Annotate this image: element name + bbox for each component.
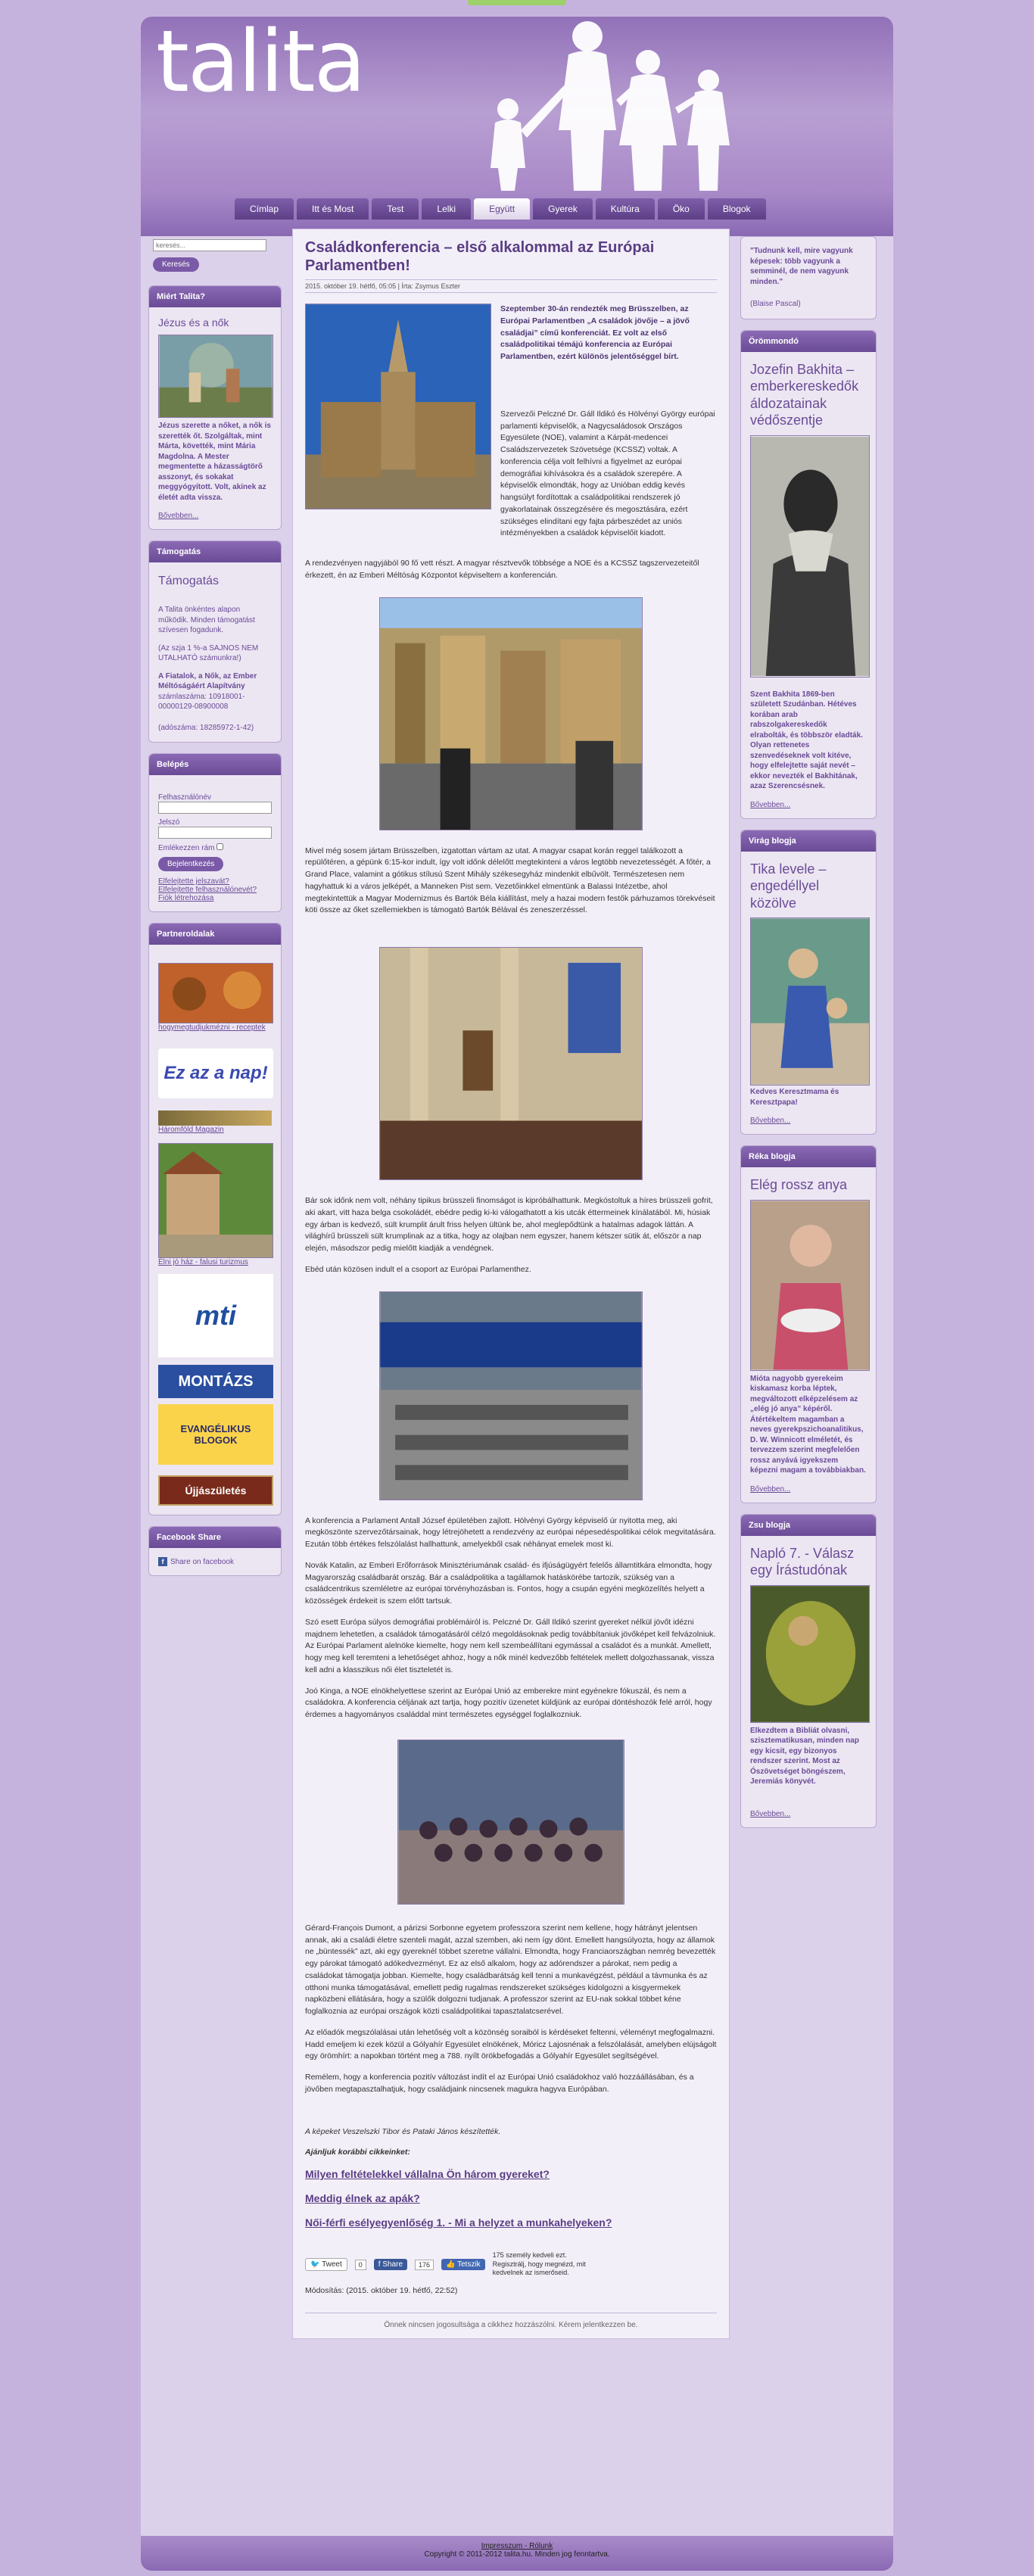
photo-credit: A képeket Veszelszki Tibor és Pataki János készítették. [305, 2126, 501, 2136]
related-article-3[interactable]: Női-férfi esélyegyenlőség 1. - Mi a helyzet a munkahelyeken? [305, 2216, 612, 2229]
quote-box [740, 236, 877, 319]
support-text-3: A Fiatalok, a Nők, az Ember Méltóságáért Alapítvány [158, 671, 257, 690]
article-paragraph-3: Mivel még sosem jártam Brüsszelben, izgatottan vártam az utat. A magyar csapat korán reggel találkozott a repülőtéren, a gépünk 6:15-kor indult, így volt időnk délelőtt megtekinteni a város legtöbb nevezetességét. A főtér, a Grand Place, valamint a gótikus stílusú Szent Mihály székesegyház mindenkit elbűvölt. Természetesen nem hagyhattuk ki a város jelképét, a Manneken Pist sem. Vezetőinkkel elmentünk a Balassi Intézetbe, ahol megtekintettük a Magyar Modernizmus és Bartók Béla kiállítást, mely a hazai modern festők párhuzamos törekvéseit köti össze az őket szellemiekben is támogató Bartók Bélával és zeneszerzéssel. [305, 846, 715, 915]
partners-header: Partneroldalak [149, 924, 281, 945]
forgot-password-link[interactable]: Elfelejtette jelszavát? [158, 877, 229, 886]
article-paragraph-2: A rendezvényen nagyjából 90 fő vett részt. A magyar résztvevők többsége a NOE és a KCSSZ tagszervezeteitől érkezett, én az Emberi Méltóság Központot képviseltem a konferencián. [305, 559, 699, 580]
top-tab-accent [468, 0, 566, 5]
article [292, 229, 730, 2339]
site-header [141, 17, 893, 191]
partner-montazs-logo[interactable]: MONTÁZS [158, 1365, 273, 1398]
tweet-label: Tweet [322, 2260, 342, 2269]
article-paragraph-10: Gérard-François Dumont, a párizsi Sorbonne egyetem professzora szerint nem kellene, hogy hátrányt jelentsen annak, aki a családi életre szenteli magát, azzal szemben, aki nem így dönt. Emellett hangsúlyozta, hogy az államok ne „büntessék” azt, aki egy gyereknél többet szeretne vállalni. Elmondta, hogy Franciaországban nemrég bevezették egy párokat támogató adókedvezményt. Ez az első alkalom, hogy az adórendszer a párokat, nem pedig a családokat támogatja jobban. Kiemelte, hogy családbarátság kell tenni a munkavégzést, például a távmunka és az otthoni munka támogatásával, emellett pedig rugalmas rendszereket szükséges kidolgozni a kisgyermekek napközbeni ellátására, hogy a szülők dolgozni tudjanak. A professzor szerint az EU-nak sokkal többet kéne foglalkoznia az európai országok közti családpolitikai tapasztalatcserével. [305, 1923, 716, 2016]
virag-blog-text: Kedves Keresztmama és Keresztpapa! [750, 1088, 839, 1107]
quote-text: "Tudnunk kell, mire vagyunk képesek: több vagyunk a semminél, de nem vagyunk minden." [750, 247, 853, 286]
forgot-username-link[interactable]: Elfelejtette felhasználónevét? [158, 886, 257, 894]
username-field[interactable] [158, 802, 272, 814]
article-paragraph-8: Szó esett Európa súlyos demográfiai problémáiról is. Pelczné Dr. Gáll Ildikó szerint gyereket nélkül jövőt idézni majdnem lehetetlen, a családok támogatásáról célzó megoldásoknak pedig továbbítaniuk jövőképet kell felvázolniuk. Az Európai Parlament alelnöke kiemelte, hogy nem kell szembeállítani egymással a családot és a munkát. Amellett, hogy meg kell teremteni a lehetőséget ahhoz, hogy a nők minél kedvezőbb feltételek mellett dolgozhassanak, vissza kell adni a klasszikus női élet tiszteletét is. [305, 1617, 716, 1674]
support-account: számlaszáma: 10918001-00000129-08900008 [158, 692, 245, 711]
reka-blog-header: Réka blogja [741, 1146, 876, 1167]
support-text-2: (Az szja 1 %-a SAJNOS NEM UTALHATÓ számunkra!) [158, 643, 259, 662]
menu-item-4[interactable]: Együtt [474, 198, 530, 220]
partner-ujjaszuletes-logo[interactable]: Újjászületés [158, 1475, 273, 1506]
brussels-square-photo [379, 597, 643, 830]
zsu-blog-header: Zsu blogja [741, 1515, 876, 1536]
article-paragraph-9: Joó Kinga, a NOE elnökhelyettese szerint az Európai Unió az emberekre mint egyénekre fókuszál, és nem a családokra. A konferencia céljának azt tartja, hogy pozitív üzenetet küldjünk az európai döntéshozók felé arról, hogy érdemes a hagyományos családdal mint természetes egységgel foglalkozniuk. [305, 1686, 712, 1719]
menu-item-5[interactable]: Gyerek [533, 198, 593, 220]
partner-house-image [158, 1143, 273, 1258]
thumbs-up-icon: 👍 [446, 2260, 456, 2269]
footer-links[interactable]: Impresszum - Rólunk [481, 2542, 553, 2550]
reka-blog-title[interactable]: Elég rossz anya [750, 1177, 848, 1192]
family-silhouette-icon [436, 17, 845, 191]
tweet-count: 0 [355, 2260, 366, 2270]
facebook-header: Facebook Share [149, 1527, 281, 1548]
likes-text: 175 személy kedveli ezt. Regisztrálj, hogy megnézd, mit kedvelnek az ismerőseid. [492, 2251, 586, 2277]
partner-recipes[interactable] [158, 963, 272, 1032]
remember-checkbox[interactable] [216, 843, 223, 850]
facebook-box [148, 1526, 282, 1576]
support-title: Támogatás [158, 575, 220, 587]
site-footer [141, 2536, 893, 2571]
reka-blog-more-link[interactable]: Bővebben... [750, 1484, 791, 1494]
article-lead: Szeptember 30-án rendezték meg Brüsszelben, az Európai Parlamentben „A családok jövője – a jövő családjai” című konferenciát. Ez volt az első családpolitikai témájú konferencia az Európai Parlamentben, ezért különös jelentőséggel bírt. [500, 304, 690, 361]
search-button[interactable]: Keresés [153, 257, 199, 272]
zsu-blog-box [740, 1514, 877, 1828]
virag-blog-title[interactable]: Tika levele – engedéllyel közölve [750, 861, 827, 911]
login-button[interactable]: Bejelentkezés [158, 857, 223, 871]
why-talita-box [148, 285, 282, 530]
facebook-share-link[interactable]: Share on facebook [170, 1557, 234, 1566]
menu-item-2[interactable]: Test [372, 198, 419, 220]
twitter-icon: 🐦 [310, 2260, 320, 2269]
reka-blog-text: Mióta nagyobb gyerekeim kiskamasz korba léptek, megváltozott elképzelésem az „elég jó anya” képéről. Átértékeltem magamban a neves gyerekpszichoanalitikus, D. W. Winnicott elméletét, és tervezzem szerint megfelelően rossz anyává igyekszem képezni magam a továbbiakban. [750, 1374, 866, 1475]
zsu-blog-title[interactable]: Napló 7. - Válasz egy Írástudónak [750, 1545, 855, 1578]
article-intro [305, 304, 717, 549]
partner-house-link[interactable]: Élni jó ház - falusi turizmus [158, 1258, 248, 1266]
tweet-button[interactable] [305, 2258, 347, 2271]
search-box [148, 236, 282, 275]
article-paragraph-1: Szervezői Pelczné Dr. Gáll Ildikó és Hölvényi György európai parlamenti képviselők, a Nagycsaládosok Országos Egyesülete (NOE), valamint a Kárpát-medencei Családszervezetek Szövetsége (KCSSZ) voltak. A konferencia célja volt felhívni a figyelmet az európai demográfiai kihívásokra és a családok szerepére. A képviselők elmondták, hogy az Unióban eddig kevés hangsúlyt fordítottak a családpolitikai rendszerek jó gyakorlatainak összegzésére és megosztására, ezért szükséges elindítani egy fajta párbeszédet az uniós intézményekben a családok képviselőit kiadott. [500, 409, 715, 538]
joy-title[interactable]: Jozefin Bakhita – emberkereskedők áldozatainak védőszentje [750, 361, 859, 428]
fb-share-count: 176 [415, 2260, 434, 2270]
virag-blog-more-link[interactable]: Bővebben... [750, 1117, 791, 1125]
mother-child-image [750, 917, 870, 1086]
partner-haromfold-banner[interactable] [158, 1110, 272, 1126]
partner-recipes-link[interactable]: hogymegtudjukmézni - receptek [158, 1023, 266, 1032]
menu-item-1[interactable]: Itt és Most [297, 198, 369, 220]
related-article-2[interactable]: Meddig élnek az apák? [305, 2192, 420, 2204]
joy-box [740, 330, 877, 819]
related-title: Ajánljuk korábbi cikkeinket: [305, 2148, 410, 2157]
why-talita-more-link[interactable]: Bővebben... [158, 512, 199, 520]
facebook-icon: f [158, 1557, 167, 1566]
partner-haromfold-link[interactable]: Háromföld Magazin [158, 1126, 224, 1134]
password-field[interactable] [158, 827, 272, 839]
partner-evangelikus-logo[interactable]: EVANGÉLIKUS BLOGOK [158, 1404, 273, 1465]
grand-place-town-hall-photo [305, 304, 491, 509]
group-photo [397, 1740, 624, 1905]
fb-like-label: Tetszik [457, 2260, 481, 2269]
boy-baking-image [750, 1200, 870, 1371]
reka-blog-box [740, 1145, 877, 1503]
support-box [148, 540, 282, 743]
cathedral-interior-photo [379, 947, 643, 1180]
support-header: Támogatás [149, 541, 281, 562]
menu-item-0[interactable]: Címlap [235, 198, 294, 220]
login-header: Belépés [149, 754, 281, 775]
quote-author: (Blaise Pascal) [750, 300, 801, 308]
zsu-blog-more-link[interactable]: Bővebben... [750, 1809, 791, 1818]
virag-blog-header: Virág blogja [741, 830, 876, 852]
search-input[interactable] [153, 239, 266, 251]
article-meta: 2015. október 19. hétfő, 05:05 | Írta: Zsymus Eszter [305, 279, 717, 293]
remember-row [158, 843, 272, 852]
fb-share-icon: f [378, 2260, 381, 2269]
partner-recipes-image [158, 963, 273, 1023]
fb-share-label: Share [382, 2260, 403, 2269]
article-paragraph-12: Remélem, hogy a konferencia pozitív változást indít el az Európai Unió családokhoz való hozzáállásában, és a jövőben megtapasztalhatjuk, hogy családjaink nincsenek magukra hagyva Európában. [305, 2073, 694, 2094]
article-paragraph-6: A konferencia a Parlament Antall József épületében zajlott. Hölvényi György képviselő úr nyitotta meg, aki megköszönte szervezőtársainak, hogy létrejöhetett a rendezvény az európai népesedéspolitikai célok megvitatására. Ezután több értékes felszólalást hallhattunk, amelyekből csak néhányat emelek most ki. [305, 1515, 716, 1549]
fb-like-button[interactable] [441, 2259, 485, 2270]
bakhita-portrait-image [750, 435, 870, 677]
parliament-hall-photo [379, 1291, 643, 1500]
page-wrapper [141, 17, 893, 2571]
menu-item-6[interactable]: Kultúra [596, 198, 655, 220]
remember-label: Emlékezzen rám [158, 844, 215, 852]
left-sidebar [148, 236, 282, 1587]
joy-more-link[interactable]: Bővebben... [750, 800, 791, 809]
prophet-painting-image [750, 1585, 870, 1723]
site-logo[interactable]: talita [156, 17, 365, 111]
social-bar [305, 2251, 717, 2278]
support-tax-number: (adószáma: 18285972-1-42) [158, 723, 254, 732]
zsu-blog-text: Elkezdtem a Bibliát olvasni, szisztematikusan, minden nap egy kicsit, egy bizonyos rendszer szerint. Most az Ószövetséget böngészem, Jeremiás könyvét. [750, 1726, 859, 1786]
jesus-women-image [158, 335, 273, 418]
menu-item-7[interactable]: Öko [658, 198, 705, 220]
menu-item-3[interactable]: Lelki [422, 198, 471, 220]
virag-blog-box [740, 830, 877, 1135]
why-talita-text: Jézus szerette a nőket, a nők is szerették őt. Szolgáltak, mint Márta, követték, mint Mária Magdolna. A Mester megmentette a házasságtörő asszonyt, és sokakat meggyógyított. Volt, akinek az életét adta vissza. [158, 422, 271, 502]
username-label: Felhasználónév [158, 793, 212, 802]
footer-copyright: Copyright © 2011-2012 talita.hu. Minden jog fenntartva. [424, 2550, 610, 2559]
menu-item-8[interactable]: Blogok [708, 198, 766, 220]
main-menu [235, 198, 766, 220]
article-paragraph-4: Bár sok időnk nem volt, néhány tipikus brüsszeli finomságot is kipróbálhattunk. Megkóstoltuk a híres brüsszeli gofrit, aki akart, vitt haza belga csokoládét, ebédre pedig ki-ki válogathatott a kis utcák éttermeinek kínálatából. Mi, húsiak egy árban is kedvező, sült krumplit árult friss helyen ültünk be, ahol meglepődtünk a hatalmas adagok láttán. A világhírű brüsszeli sült krumplinak az a titka, hogy az olajban nem egyszer, hanem kétszer sütik át, először a nap elején, másodszor pedig mielőtt kiadják a vendégnek. [305, 1196, 713, 1253]
why-talita-header: Miért Talita? [149, 286, 281, 307]
why-talita-title[interactable]: Jézus és a nők [158, 316, 229, 329]
article-paragraph-11: Az előadók megszólalásai után lehetőség volt a közönség soraiból is kérdéseket feltenni, véleményt megfogalmazni. Hadd emeljem ki ezek közül a Gólyahír Egyesület elnökének, Móricz Lajosnénak a felszólalását, amelyben elújságolt egy örömhírt: a napokban történt meg a 788. nyílt örökbefogadás a Gólyahír Egyesület segítségével. [305, 2027, 717, 2061]
partners-box [148, 923, 282, 1515]
register-link[interactable]: Fiók létrehozása [158, 894, 214, 902]
partner-ezazanap-logo[interactable]: Ez az a nap! [158, 1048, 273, 1098]
password-label: Jelszó [158, 818, 180, 827]
right-sidebar [740, 236, 877, 1839]
article-paragraph-5: Ebéd után közösen indult el a csoport az Európai Parlamenthez. [305, 1264, 531, 1274]
partner-mti-logo[interactable]: mti [158, 1274, 273, 1357]
partner-house[interactable] [158, 1143, 272, 1266]
support-text-1: A Talita önkéntes alapon működik. Minden támogatást szívesen fogadunk. [158, 606, 255, 634]
main-content [292, 229, 730, 2339]
fb-share-button[interactable] [374, 2259, 407, 2270]
login-box [148, 753, 282, 912]
article-paragraph-7: Novák Katalin, az Emberi Erőforrások Minisztériumának család- és ifjúságügyért felelős államtitkára elmondta, hogy Magyarország családbarát ország. Bár a családpolitika a tagállamok hatáskörébe tartozik, szükség van a családcentrikus szemléletre az európai törvényhozásban is. Fontos, hogy a csupán egyéni megközelítés helyett a közösségek érdekeit is szem előtt tartsuk. [305, 1560, 712, 1606]
modified-date: Módosítás: (2015. október 19. hétfő, 22:52) [305, 2286, 458, 2296]
joy-text: Szent Bakhita 1869-ben született Szudánban. Hétéves korában arab rabszolgakereskedők elrabolták, és többször eladták. Olyan rettenetes szenvedéseknek volt kitéve, hogy elfelejtette saját nevét – ekkor nevezték el Bakhitának, azaz Szerencsésnek. [750, 690, 863, 790]
article-title[interactable]: Családkonferencia – első alkalommal az Európai Parlamentben! [305, 239, 655, 274]
joy-header: Örömmondó [741, 331, 876, 352]
related-article-1[interactable]: Milyen feltételekkel vállalna Ön három gyereket? [305, 2168, 550, 2180]
comments-note: Önnek nincsen jogosultsága a cikkhez hozzászólni. Kérem jelentkezzen be. [305, 2313, 717, 2329]
